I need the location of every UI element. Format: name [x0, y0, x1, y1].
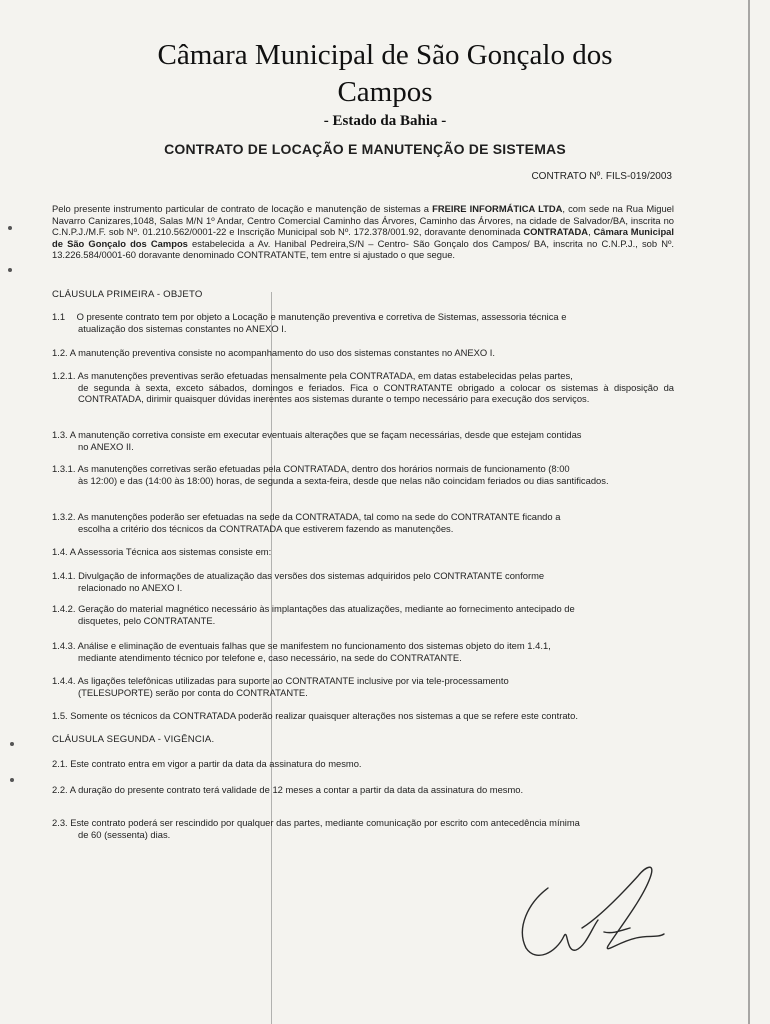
page-title-line-1: Câmara Municipal de São Gonçalo dos — [157, 39, 613, 71]
intro-paragraph — [52, 203, 674, 261]
clause-item — [52, 817, 674, 840]
item-text: Divulgação de informações de atualização das versões dos sistemas adquiridos pelo CONTRATANTE conforme — [78, 570, 545, 581]
page-edge-line — [748, 0, 750, 1024]
item-text: As ligações telefônicas utilizadas para suporte ao CONTRATANTE inclusive por via tele-processamento — [77, 675, 509, 686]
punch-hole — [8, 268, 12, 272]
clause-item — [52, 347, 674, 359]
item-text-continued: atualização dos sistemas constantes no ANEXO I. — [78, 322, 287, 334]
item-text-continued: relacionado no ANEXO I. — [78, 581, 183, 593]
item-number: 1.4.4. — [52, 675, 76, 686]
document-heading: CONTRATO DE LOCAÇÃO E MANUTENÇÃO DE SISTEMAS — [164, 141, 566, 157]
item-text-continued: às 12:00) e das (14:00 às 18:00) horas, de segunda a sexta-feira, desde que nelas não coincidam feriados ou dias santificados. — [78, 474, 609, 486]
page-title-line-2: Campos — [337, 76, 433, 108]
item-text: 2.3. Este contrato poderá ser rescindido por qualquer das partes, mediante comunicação por escrito com antecedência mínima — [52, 817, 580, 828]
item-text: Análise e eliminação de eventuais falhas que se manifestem no funcionamento dos sistemas objeto do item 1.4.1, — [77, 640, 551, 651]
clause-item — [52, 570, 674, 593]
item-text-continued: no ANEXO II. — [78, 440, 134, 452]
contract-number: CONTRATO Nº. FILS-019/2003 — [531, 171, 672, 182]
intro-text: , tem entre si ajustado o que segue. — [305, 249, 456, 261]
clause-heading: CLÁUSULA SEGUNDA - VIGÊNCIA. — [52, 734, 215, 745]
item-number: 1.2.1. — [52, 370, 76, 381]
item-text-continued: (TELESUPORTE) serão por conta do CONTRATANTE. — [78, 686, 308, 698]
item-text: As manutenções poderão ser efetuadas na sede da CONTRATADA, tal como na sede do CONTRATANTE ficando a — [77, 511, 561, 522]
clause-item — [52, 675, 674, 698]
item-text: As manutenções corretivas serão efetuadas pela CONTRATADA, dentro dos horários normais de funcionamento (8:00 — [77, 463, 570, 474]
item-text: O presente contrato tem por objeto a Locação e manutenção preventiva e corretiva de Sistemas, assessoria técnica e — [76, 311, 567, 322]
item-text-continued: escolha a critério dos técnicos da CONTRATADA que estiverem fazendo as manutenções. — [78, 522, 454, 534]
party-camara: Câmara Municipal de São Gonçalo dos Campos — [52, 226, 674, 249]
item-number: 1.1 — [52, 311, 66, 322]
item-text-continued: de 60 (sessenta) dias. — [78, 828, 171, 840]
clause-item — [52, 546, 674, 558]
item-number: 1.3.1. — [52, 463, 76, 474]
handwritten-signature — [508, 858, 668, 968]
item-text: 2.2. A duração do presente contrato terá validade de 12 meses a contar a partir da data da assinatura do mesmo. — [52, 784, 524, 795]
clause-item — [52, 463, 674, 486]
company-name: FREIRE INFORMÁTICA LTDA — [432, 203, 563, 214]
item-text-continued: mediante atendimento técnico por telefone e, caso necessário, na sede do CONTRATANTE. — [78, 651, 462, 663]
clause-heading: CLÁUSULA PRIMEIRA - OBJETO — [52, 289, 203, 300]
clause-item — [52, 640, 674, 663]
punch-hole — [8, 226, 12, 230]
punch-hole — [10, 742, 14, 746]
clause-item — [52, 784, 674, 796]
item-number: 1.3.2. — [52, 511, 76, 522]
item-text-continued: de segunda à sexta, exceto sábados, domingos e feriados. Fica o CONTRATANTE obrigado a colocar os sistemas à disposição da CONTRATADA, dirimir quaisquer dúvidas inerentes aos sistemas durante o tempo necessário para execução dos serviços. — [78, 381, 674, 405]
clause-item — [52, 311, 674, 334]
item-text: 2.1. Este contrato entra em vigor a partir da data da assinatura do mesmo. — [52, 758, 362, 769]
clause-item — [52, 710, 674, 722]
item-text-continued: disquetes, pelo CONTRATANTE. — [78, 614, 216, 626]
item-text: 1.5. Somente os técnicos da CONTRATADA poderão realizar quaisquer alterações nos sistemas a que se refere este contrato. — [52, 710, 578, 721]
clause-item — [52, 511, 674, 534]
page-subtitle: - Estado da Bahia - — [323, 113, 447, 129]
punch-hole — [10, 778, 14, 782]
clause-item — [52, 758, 674, 770]
intro-text: , com sede na Rua Miguel Navarro Canizares,1048, Salas M/N 1º Andar, Centro Comercial Caminho das Árvores, Caminho das Árvores, na cidade de Salvador/BA, inscrita no C.N.P.J./M.F. sob Nº. 01.210.562/0001-22 e Inscrição Municipal sob Nº. 172.378/001.92, doravante denominada — [52, 203, 674, 238]
item-text: 1.4. A Assessoria Técnica aos sistemas consiste em: — [52, 546, 272, 557]
clause-item — [52, 370, 674, 405]
party-contratante: CONTRATANTE — [237, 249, 306, 261]
item-number: 1.4.2. — [52, 603, 76, 614]
clause-item — [52, 603, 674, 626]
item-text: 1.2. A manutenção preventiva consiste no acompanhamento do uso dos sistemas constantes no ANEXO I. — [52, 347, 495, 358]
clause-item — [52, 429, 674, 452]
party-contratada: CONTRATADA — [523, 226, 589, 238]
intro-text: , — [588, 226, 594, 238]
item-number: 1.4.3. — [52, 640, 76, 651]
item-text: As manutenções preventivas serão efetuadas mensalmente pela CONTRATADA, em datas estabelecidas pelas partes, — [77, 370, 573, 381]
intro-text: Pelo presente instrumento particular de contrato de locação e manutenção de sistemas a — [52, 203, 433, 214]
item-number: 1.4.1. — [52, 570, 76, 581]
item-text: 1.3. A manutenção corretiva consiste em executar eventuais alterações que se façam necessárias, desde que estejam contidas — [52, 429, 582, 440]
item-text: Geração do material magnético necessário às implantações das atualizações, mediante ao fornecimento antecipado de — [78, 603, 575, 614]
intro-text: estabelecida a Av. Hanibal Pedreira,S/N – Centro- São Gonçalo dos Campos/ BA, inscrita no C.N.P.J., sob Nº. 13.226.584/0001-60 doravante denominado — [52, 237, 675, 261]
